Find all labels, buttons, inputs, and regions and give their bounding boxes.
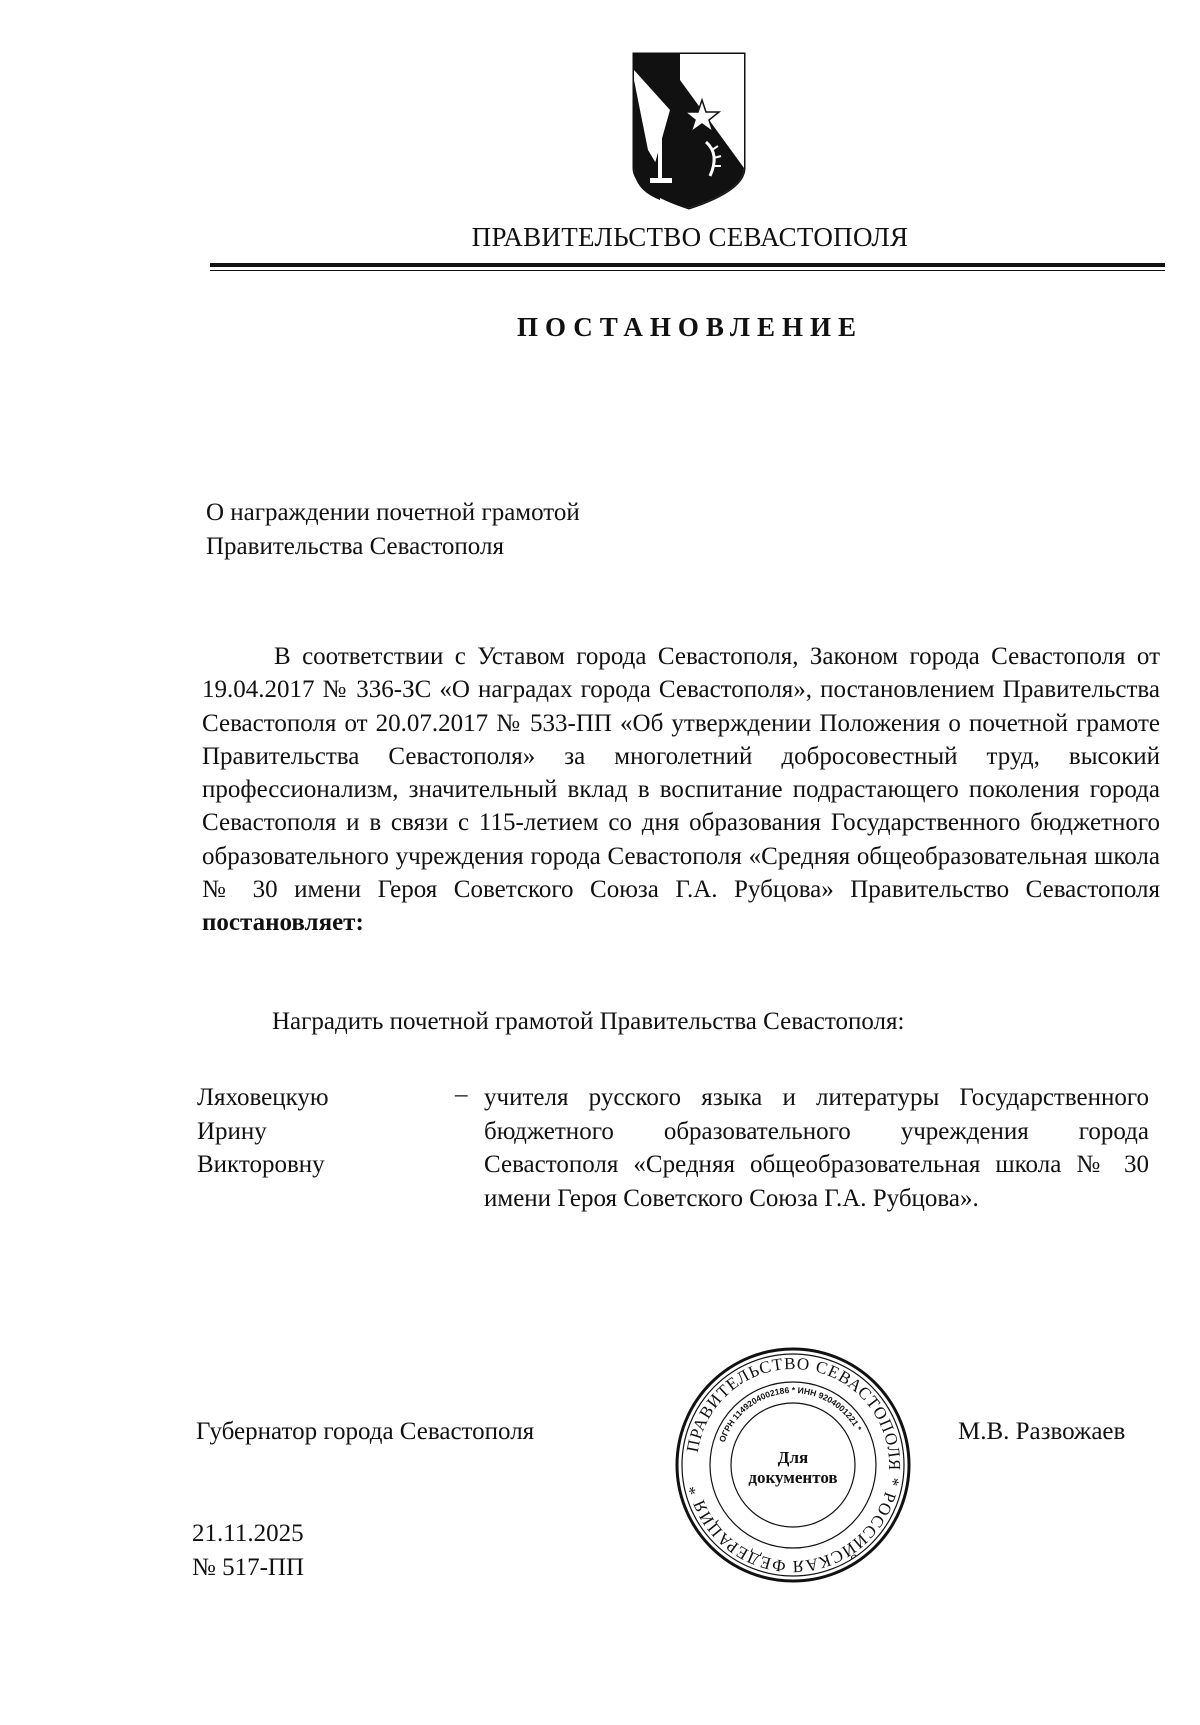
body-text: В соответствии с Уставом города Севастополя, Законом города Севастополя от 19.04.2017 № 336-ЗС «О наградах города Севастополя», постановлением Правительства Севастополя от 20.07.2017 № 533-ПП «Об утверждении Положения о почетной грамоте Правительства Севастополя» за многолетний добросовестный труд, высокий профессионализм, значительный вклад в воспитание подрастающего поколения города Севастополя и в связи с 115-летием со дня образования Государственного бюджетного образовательного учреждения города Севастополя «Средняя общеобразовательная школа № 30 имени Героя Советского Союза Г.А. Рубцова» Правительство Севастополя xyxy=(202,643,1160,904)
organization-name: ПРАВИТЕЛЬСТВО СЕВАСТОПОЛЯ xyxy=(471,222,909,252)
sevastopol-coat-of-arms-icon xyxy=(630,50,748,210)
document-date: 21.11.2025 xyxy=(192,1520,304,1547)
award-intro: Наградить почетной грамотой Правительства Севастополя: xyxy=(272,1008,905,1035)
body-closing-bold: постановляет: xyxy=(202,909,364,937)
document-number: № 517-ПП xyxy=(192,1554,305,1581)
seal-outer-text: ПРАВИТЕЛЬСТВО СЕВАСТОПОЛЯ * РОССИЙСКАЯ ФЕДЕРАЦИЯ * xyxy=(682,1353,905,1577)
seal-center-line-1: Для xyxy=(777,1448,809,1467)
awardee-surname: Ляховецкую xyxy=(197,1084,329,1111)
seal-center-line-2: документов xyxy=(748,1468,838,1487)
awardee-name xyxy=(197,1081,329,1182)
awardee-position: учителя русского языка и литературы Государственного бюджетного образовательного учреждения города Севастополя «Средняя общеобразовательная школа № 30 имени Героя Советского Союза Г.А. Рубцова». xyxy=(484,1084,1149,1212)
document-subject xyxy=(206,496,580,564)
seal-inner-text: ОГРН 1149204002186 * ИНН 9204001221 * xyxy=(716,1384,864,1444)
header-rule-thin xyxy=(210,270,1165,271)
document-type-title: ПОСТАНОВЛЕНИЕ xyxy=(516,312,864,342)
awardee-first-name: Ирину xyxy=(197,1117,267,1145)
official-seal xyxy=(673,1345,913,1585)
document-date-number xyxy=(192,1517,304,1585)
header-rule-thick xyxy=(210,263,1165,267)
subject-line-1: О награждении почетной грамотой xyxy=(206,499,580,526)
signer-title: Губернатор города Севастополя xyxy=(196,1418,535,1445)
body-paragraph xyxy=(202,640,1160,940)
signer-name: М.В. Развожаев xyxy=(958,1418,1126,1445)
awardee-patronymic: Викторовну xyxy=(197,1151,325,1178)
awardee-dash: – xyxy=(455,1081,468,1108)
subject-line-2: Правительства Севастополя xyxy=(206,533,504,560)
